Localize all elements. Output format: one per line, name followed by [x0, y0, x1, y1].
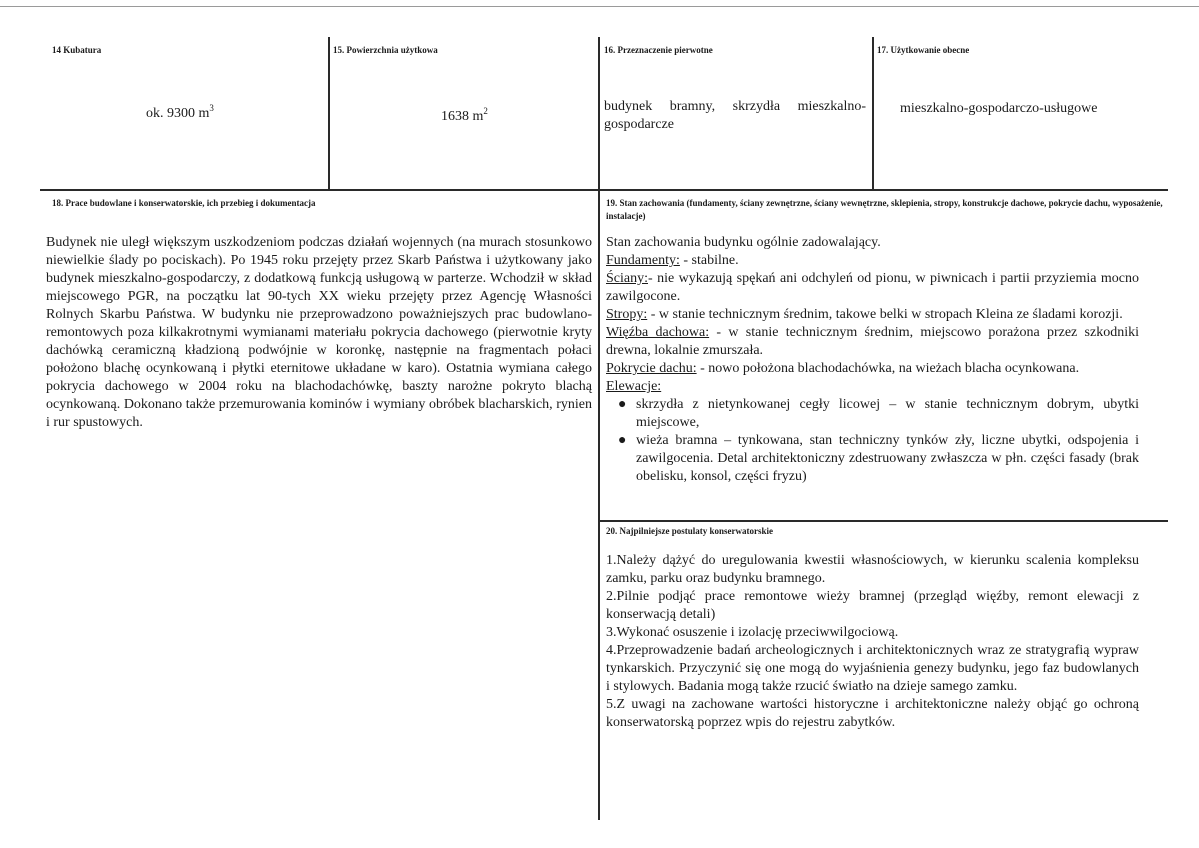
top-rule	[0, 6, 1199, 7]
prace-budowlane-header: 18. Prace budowlane i konserwatorskie, ich przebieg i dokumentacja	[52, 198, 316, 208]
uzytkowanie-header: 17. Użytkowanie obecne	[877, 45, 970, 55]
list-item: 3.Wykonać osuszenie i izolację przeciwwilgociową.	[606, 625, 899, 640]
uzytkowanie-value: mieszkalno-gospodarczo-usługowe	[900, 101, 1098, 116]
list-item: 4.Przeprowadzenie badań archeologicznych i architektonicznych wraz ze stratygrafią wypraw tynkarskich. Przyczynić się one mogą do wyjaśnienia genezy budynku, jego faz budowlanych i stylowych. Badania mogą także rzucić światło na dzieje samego zamku.	[606, 643, 1139, 694]
powierzchnia-value: 1638 $m^2$	[441, 106, 488, 124]
stan-item: Stropy: - w stanie technicznym średnim, takowe belki w stropach Kleina ze śladami korozji.	[606, 307, 1123, 322]
stan-item: Ściany:- nie wykazują spękań ani odchyleń od pionu, w piwnicach i partii przyziemia mocno zawilgocone.	[606, 271, 1139, 304]
postulaty-header: 20. Najpilniejsze postulaty konserwatorskie	[606, 526, 773, 536]
stan-intro: Stan zachowania budynku ogólnie zadowalający.	[606, 235, 881, 250]
stan-zachowania-header: 19. Stan zachowania (fundamenty, ściany zewnętrzne, ściany wewnętrzne, sklepienia, stropy, konstrukcje dachowe, pokrycie dachu, wyposażenie, instalacje)	[606, 198, 1163, 221]
list-item: 1.Należy dążyć do uregulowania kwestii własnościowych, w kierunku scalenia kompleksu zamku, parku oraz budynku bramnego.	[606, 553, 1139, 586]
kubatura-value: ok. 9300 $m^3$	[146, 103, 214, 121]
prace-budowlane-text: Budynek nie uległ większym uszkodzeniom podczas działań wojennych (na murach stosunkowo niewielkie ślady po pociskach). Po 1945 roku przejęty przez Skarb Państwa i użytkowany jako budynek mieszkalno-gospodarczy, z dodatkową funkcją usługową w parterze. Wchodził w skład miejscowego PGR, na początku lat 90-tych XX wieku przejęty przez Agencję Własności Rolnych Skarbu Państwa. W budynku nie przeprowadzono poważniejszych prac budowlano-remontowych poza kilkakrotnymi wymianami materiału pokrycia dachowego (pierwotnie kryty dachówką ceramiczną kładzioną podwójnie w koronkę, następnie na fragmentach połaci położono blachę ocynkowaną i płytki eternitowe układane w karo). Ostatnia wymiana całego pokrycia dachowego w 2004 roku na blachodachówkę, baszty narożne pokryto blachą ocynkowaną. Dokonano także przemurowania kominów i wymiany obróbek blacharskich, rynien i rur spustowych.	[46, 235, 592, 430]
przeznaczenie-value: budynek bramny, skrzydła mieszkalno-gospodarcze	[604, 99, 866, 132]
stan-item: Pokrycie dachu: - nowo położona blachodachówka, na wieżach blacha ocynkowana.	[606, 361, 1080, 376]
list-item: 5.Z uwagi na zachowane wartości historyczne i architektoniczne należy objąć go ochroną konserwatorską poprzez wpis do rejestru zabytków.	[606, 697, 1139, 730]
rule-v-center	[598, 37, 600, 820]
postulaty-body	[606, 552, 1139, 732]
kubatura-header: 14 Kubatura	[52, 45, 102, 55]
powierzchnia-header: 15. Powierzchnia użytkowa	[333, 45, 438, 55]
rule-v-col3	[872, 37, 874, 189]
bullet-icon: ●	[618, 433, 627, 448]
stan-item: Elewacje:	[606, 379, 662, 394]
list-item: ● wieża bramna – tynkowana, stan techniczny tynków zły, liczne ubytki, odspojenia i zawilgocenia. Detal architektoniczny zdestruowany zwłaszcza w płn. części fasady (brak obelisku, konsol, części fryzu)	[618, 433, 1139, 484]
rule-h-row1	[40, 189, 1168, 191]
rule-h-s20	[598, 520, 1168, 522]
list-item: ● skrzydła z nietynkowanej cegły licowej – w stanie technicznym dobrym, ubytki miejscowe,	[618, 397, 1139, 430]
list-item: 2.Pilnie podjąć prace remontowe wieży bramnej (przegląd więźby, remont elewacji z konserwacją detali)	[606, 589, 1139, 622]
stan-zachowania-body	[606, 234, 1139, 486]
stan-item: Fundamenty: - stabilne.	[606, 253, 739, 268]
elewacje-list	[606, 396, 1139, 486]
bullet-icon: ●	[618, 397, 627, 412]
rule-v-col1	[328, 37, 330, 189]
stan-item: Więźba dachowa: - w stanie technicznym średnim, miejscowo porażona przez szkodniki drewna, lokalnie zmurszała.	[606, 325, 1140, 358]
przeznaczenie-header: 16. Przeznaczenie pierwotne	[604, 45, 713, 55]
